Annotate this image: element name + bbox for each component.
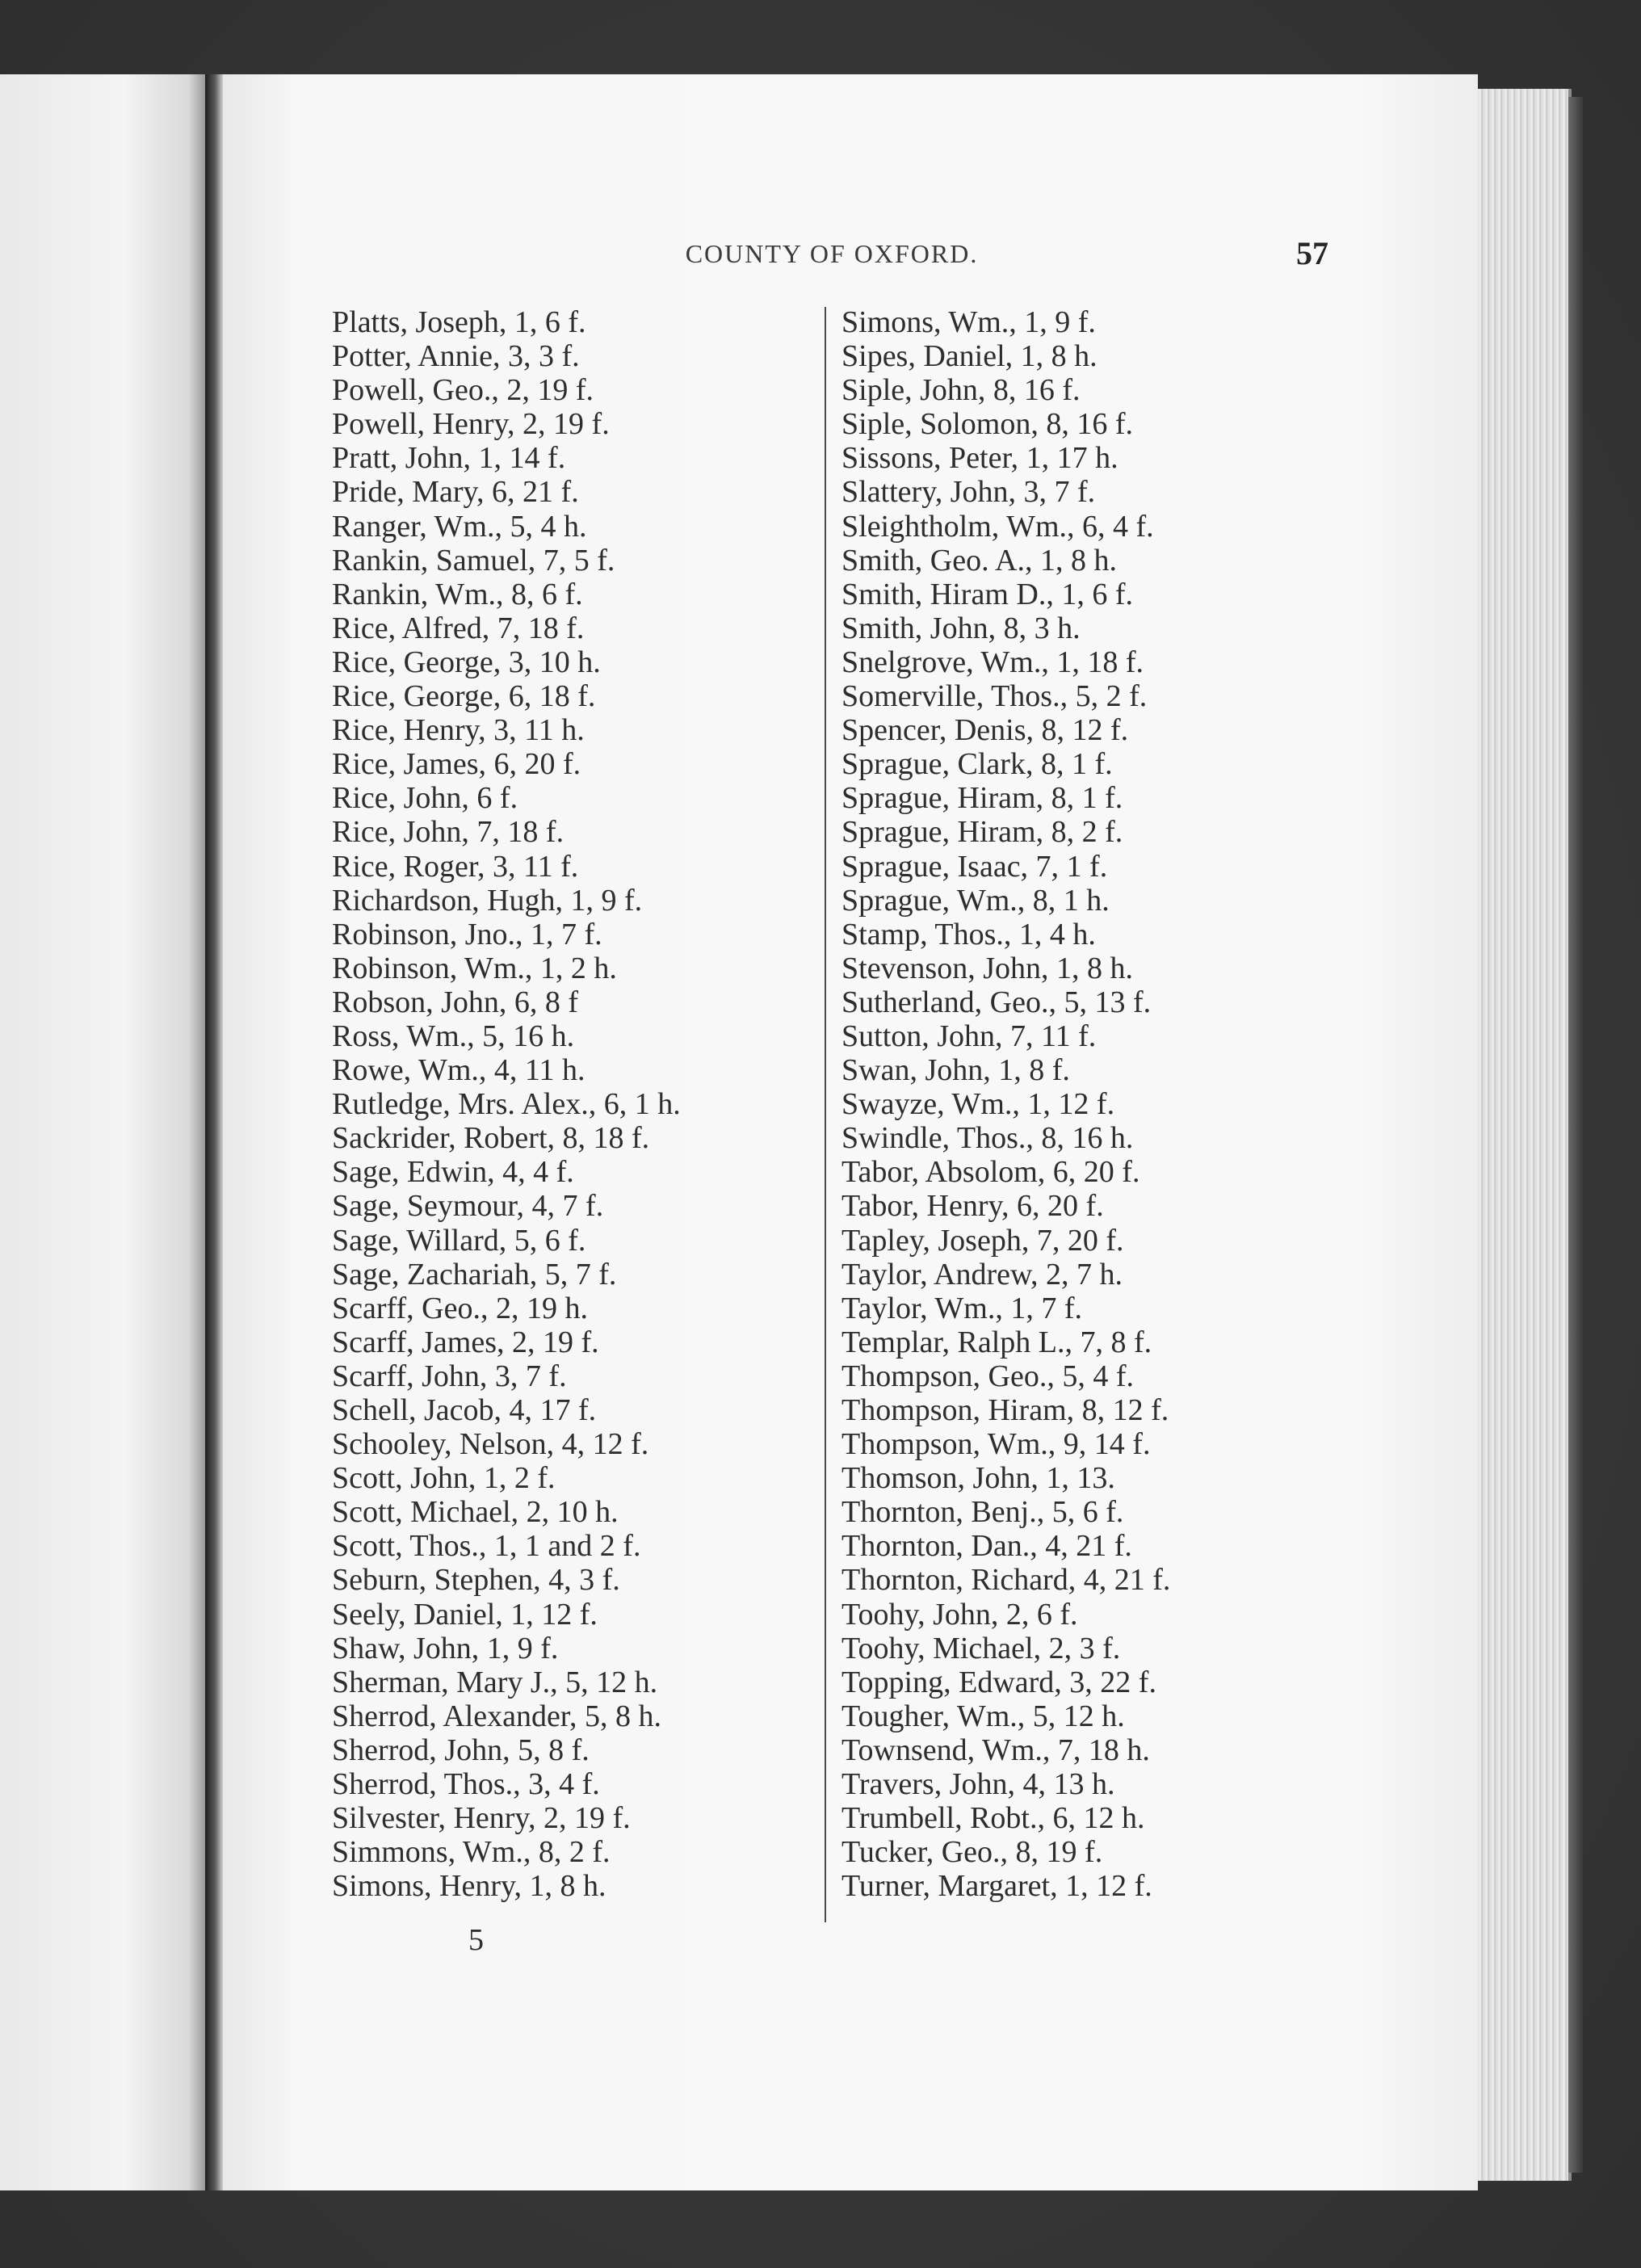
directory-entry: Robinson, Jno., 1, 7 f.: [332, 917, 602, 951]
directory-entry: Tabor, Absolom, 6, 20 f.: [841, 1155, 1140, 1190]
directory-entry: Thornton, Richard, 4, 21 f.: [841, 1563, 1171, 1598]
directory-entry: Rankin, Samuel, 7, 5 f.: [332, 543, 615, 578]
directory-entry: Simons, Wm., 1, 9 f.: [841, 305, 1096, 339]
directory-entry: Tabor, Henry, 6, 20 f.: [841, 1189, 1104, 1224]
directory-entry: Sackrider, Robert, 8, 18 f.: [332, 1121, 650, 1156]
directory-entry: Thompson, Wm., 9, 14 f.: [841, 1427, 1151, 1462]
directory-entry: Sprague, Clark, 8, 1 f.: [841, 747, 1113, 782]
directory-entry: Sherrod, Alexander, 5, 8 h.: [332, 1699, 661, 1733]
directory-entry: Sage, Seymour, 4, 7 f.: [332, 1189, 604, 1224]
directory-entry: Stamp, Thos., 1, 4 h.: [841, 917, 1096, 951]
directory-entry: Rice, Alfred, 7, 18 f.: [332, 611, 585, 645]
directory-entry: Ranger, Wm., 5, 4 h.: [332, 509, 587, 544]
directory-entry: Stevenson, John, 1, 8 h.: [841, 951, 1133, 985]
directory-entry: Rankin, Wm., 8, 6 f.: [332, 577, 583, 611]
directory-entry: Thompson, Geo., 5, 4 f.: [841, 1359, 1135, 1393]
right-column-list: [841, 305, 1170, 1903]
directory-entry: Simons, Henry, 1, 8 h.: [332, 1869, 606, 1904]
directory-entry: Seely, Daniel, 1, 12 f.: [332, 1597, 598, 1632]
directory-entry: Sherrod, John, 5, 8 f.: [332, 1732, 590, 1767]
page-edge-shadow: [1568, 97, 1583, 2173]
directory-entry: Thompson, Hiram, 8, 12 f.: [841, 1393, 1169, 1427]
directory-entry: Smith, Hiram D., 1, 6 f.: [841, 577, 1133, 611]
directory-entry: Taylor, Andrew, 2, 7 h.: [841, 1257, 1123, 1292]
directory-entry: Tucker, Geo., 8, 19 f.: [841, 1835, 1103, 1870]
directory-entry: Silvester, Henry, 2, 19 f.: [332, 1801, 631, 1836]
directory-entry: Sleightholm, Wm., 6, 4 f.: [841, 509, 1154, 544]
directory-entry: Sherman, Mary J., 5, 12 h.: [332, 1665, 658, 1699]
directory-entry: Schooley, Nelson, 4, 12 f.: [332, 1427, 649, 1462]
directory-entry: Scarff, John, 3, 7 f.: [332, 1359, 567, 1393]
directory-entry: Rowe, Wm., 4, 11 h.: [332, 1053, 585, 1088]
directory-entry: Powell, Henry, 2, 19 f.: [332, 407, 610, 442]
directory-entry: Potter, Annie, 3, 3 f.: [332, 339, 580, 374]
directory-entry: Schell, Jacob, 4, 17 f.: [332, 1393, 597, 1427]
directory-entry: Robson, John, 6, 8 f: [332, 985, 579, 1019]
directory-entry: Townsend, Wm., 7, 18 h.: [841, 1732, 1150, 1767]
directory-entry: Sprague, Isaac, 7, 1 f.: [841, 849, 1108, 884]
directory-entry: Scott, Michael, 2, 10 h.: [332, 1495, 619, 1530]
directory-entry: Robinson, Wm., 1, 2 h.: [332, 951, 617, 985]
directory-entry: Powell, Geo., 2, 19 f.: [332, 373, 594, 408]
directory-entry: Rutledge, Mrs. Alex., 6, 1 h.: [332, 1087, 681, 1122]
directory-entry: Smith, Geo. A., 1, 8 h.: [841, 543, 1117, 578]
directory-entry: Scarff, James, 2, 19 f.: [332, 1325, 599, 1359]
directory-entry: Topping, Edward, 3, 22 f.: [841, 1665, 1156, 1699]
directory-entry: Snelgrove, Wm., 1, 18 f.: [841, 645, 1144, 679]
directory-entry: Scott, John, 1, 2 f.: [332, 1461, 556, 1496]
left-column-list: [332, 305, 681, 1903]
directory-entry: Scarff, Geo., 2, 19 h.: [332, 1291, 588, 1325]
page-number: 57: [1296, 235, 1328, 271]
directory-entry: Sage, Willard, 5, 6 f.: [332, 1223, 586, 1258]
directory-entry: Sage, Edwin, 4, 4 f.: [332, 1155, 574, 1190]
directory-entry: Sherrod, Thos., 3, 4 f.: [332, 1767, 600, 1802]
directory-entry: Trumbell, Robt., 6, 12 h.: [841, 1801, 1145, 1836]
directory-entry: Sutherland, Geo., 5, 13 f.: [841, 985, 1152, 1019]
directory-entry: Slattery, John, 3, 7 f.: [841, 475, 1096, 510]
directory-entry: Rice, John, 7, 18 f.: [332, 815, 564, 850]
directory-entry: Rice, James, 6, 20 f.: [332, 747, 581, 782]
directory-entry: Templar, Ralph L., 7, 8 f.: [841, 1325, 1152, 1359]
directory-entry: Scott, Thos., 1, 1 and 2 f.: [332, 1529, 641, 1564]
directory-entry: Richardson, Hugh, 1, 9 f.: [332, 883, 643, 918]
directory-entry: Platts, Joseph, 1, 6 f.: [332, 305, 586, 339]
signature-mark: 5: [468, 1923, 484, 1957]
page-block-edges: [1478, 89, 1572, 2181]
column-divider-rule: [825, 307, 826, 1922]
directory-entry: Sutton, John, 7, 11 f.: [841, 1018, 1097, 1053]
directory-entry: Rice, Roger, 3, 11 f.: [332, 849, 579, 884]
book-gutter: [205, 74, 223, 2190]
directory-entry: Sprague, Hiram, 8, 1 f.: [841, 781, 1123, 816]
directory-entry: Siple, Solomon, 8, 16 f.: [841, 407, 1134, 442]
directory-entry: Thomson, John, 1, 13.: [841, 1461, 1115, 1496]
directory-entry: Tapley, Joseph, 7, 20 f.: [841, 1223, 1124, 1258]
directory-entry: Taylor, Wm., 1, 7 f.: [841, 1291, 1083, 1325]
directory-entry: Swindle, Thos., 8, 16 h.: [841, 1121, 1134, 1156]
running-head: COUNTY OF OXFORD.: [685, 239, 979, 268]
directory-entry: Toohy, Michael, 2, 3 f.: [841, 1631, 1121, 1665]
directory-entry: Pratt, John, 1, 14 f.: [332, 441, 566, 476]
directory-entry: Smith, John, 8, 3 h.: [841, 611, 1081, 645]
directory-entry: Sprague, Wm., 8, 1 h.: [841, 883, 1110, 918]
directory-entry: Toohy, John, 2, 6 f.: [841, 1597, 1078, 1632]
directory-entry: Rice, John, 6 f.: [332, 781, 518, 816]
directory-entry: Sipes, Daniel, 1, 8 h.: [841, 339, 1097, 374]
directory-entry: Travers, John, 4, 13 h.: [841, 1767, 1115, 1802]
directory-entry: Swayze, Wm., 1, 12 f.: [841, 1087, 1115, 1122]
facing-page-edge: [0, 74, 205, 2190]
directory-entry: Somerville, Thos., 5, 2 f.: [841, 679, 1148, 714]
directory-entry: Pride, Mary, 6, 21 f.: [332, 475, 579, 510]
directory-entry: Swan, John, 1, 8 f.: [841, 1053, 1070, 1088]
directory-entry: Simmons, Wm., 8, 2 f.: [332, 1835, 611, 1870]
directory-entry: Siple, John, 8, 16 f.: [841, 373, 1081, 408]
directory-entry: Tougher, Wm., 5, 12 h.: [841, 1699, 1125, 1733]
directory-entry: Thornton, Benj., 5, 6 f.: [841, 1495, 1124, 1530]
directory-entry: Rice, George, 3, 10 h.: [332, 645, 601, 679]
directory-entry: Turner, Margaret, 1, 12 f.: [841, 1869, 1152, 1904]
directory-entry: Seburn, Stephen, 4, 3 f.: [332, 1563, 620, 1598]
directory-entry: Thornton, Dan., 4, 21 f.: [841, 1529, 1132, 1564]
directory-entry: Sissons, Peter, 1, 17 h.: [841, 441, 1118, 476]
directory-entry: Rice, Henry, 3, 11 h.: [332, 713, 585, 748]
directory-entry: Sprague, Hiram, 8, 2 f.: [841, 815, 1123, 850]
directory-entry: Sage, Zachariah, 5, 7 f.: [332, 1257, 617, 1292]
directory-entry: Spencer, Denis, 8, 12 f.: [841, 713, 1129, 748]
directory-entry: Shaw, John, 1, 9 f.: [332, 1631, 559, 1665]
directory-entry: Rice, George, 6, 18 f.: [332, 679, 596, 714]
directory-entry: Ross, Wm., 5, 16 h.: [332, 1018, 575, 1053]
